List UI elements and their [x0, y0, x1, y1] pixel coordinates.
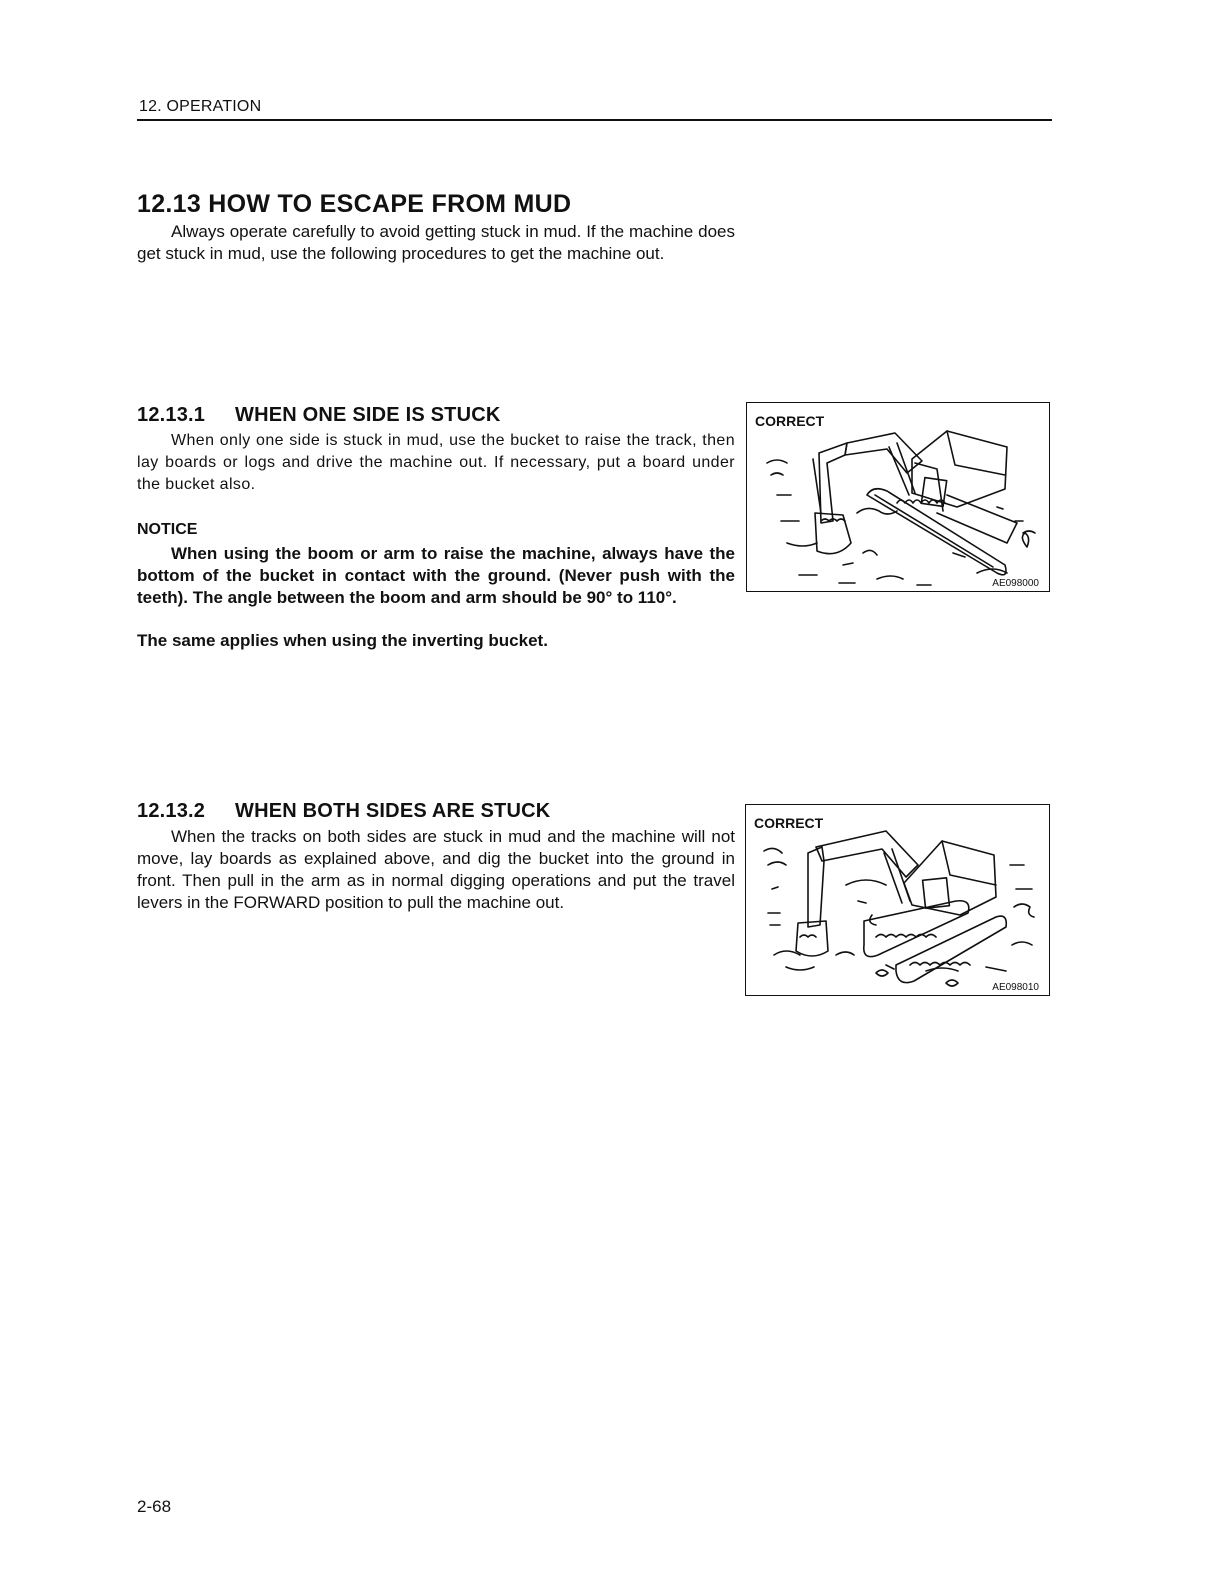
- section-intro: Always operate carefully to avoid getting stuck in mud. If the machine does get stuck in mud, use the following procedures to get the machine out.: [137, 222, 735, 263]
- figure-one-side-stuck: [746, 402, 1050, 592]
- page-number: 2-68: [137, 1497, 172, 1516]
- figure-2-code: AE098010: [992, 982, 1039, 993]
- subsection-1-number: 12.13.1: [137, 404, 206, 426]
- figure-2-label: CORRECT: [754, 815, 824, 831]
- subsection-2-heading: [137, 800, 550, 823]
- subsection-1-body: When only one side is stuck in mud, use the bucket to raise the track, then lay boards or logs and drive the machine out. If necessary, put a board under the bucket also.: [137, 432, 735, 493]
- subsection-2-title: WHEN BOTH SIDES ARE STUCK: [235, 800, 551, 822]
- section-title: 12.13 HOW TO ESCAPE FROM MUD: [137, 190, 572, 218]
- running-header: 12. OPERATION: [139, 98, 262, 115]
- excavator-illustration-2: [746, 805, 1051, 997]
- notice-body: When using the boom or arm to raise the machine, always have the bottom of the bucket in contact with the ground. (Never push with the teeth). The angle between the boom and arm should be 90° to 110°.: [137, 544, 735, 607]
- subsection-2-number: 12.13.2: [137, 800, 206, 822]
- excavator-illustration-1: [747, 403, 1051, 593]
- notice-title: NOTICE: [137, 521, 198, 538]
- subsection-2-body: When the tracks on both sides are stuck in mud and the machine will not move, lay boards as explained above, and dig the bucket into the ground in front. Then pull in the arm as in normal digging operations and put the travel levers in the FORWARD position to pull the machine out.: [137, 827, 735, 912]
- header-rule: [137, 119, 1052, 121]
- figure-1-label: CORRECT: [755, 413, 825, 429]
- figure-both-sides-stuck: [745, 804, 1050, 996]
- figure-1-code: AE098000: [992, 578, 1039, 589]
- subsection-1-heading: [137, 404, 501, 427]
- notice-extra: The same applies when using the inverting bucket.: [137, 631, 548, 650]
- subsection-1-title: WHEN ONE SIDE IS STUCK: [235, 404, 501, 426]
